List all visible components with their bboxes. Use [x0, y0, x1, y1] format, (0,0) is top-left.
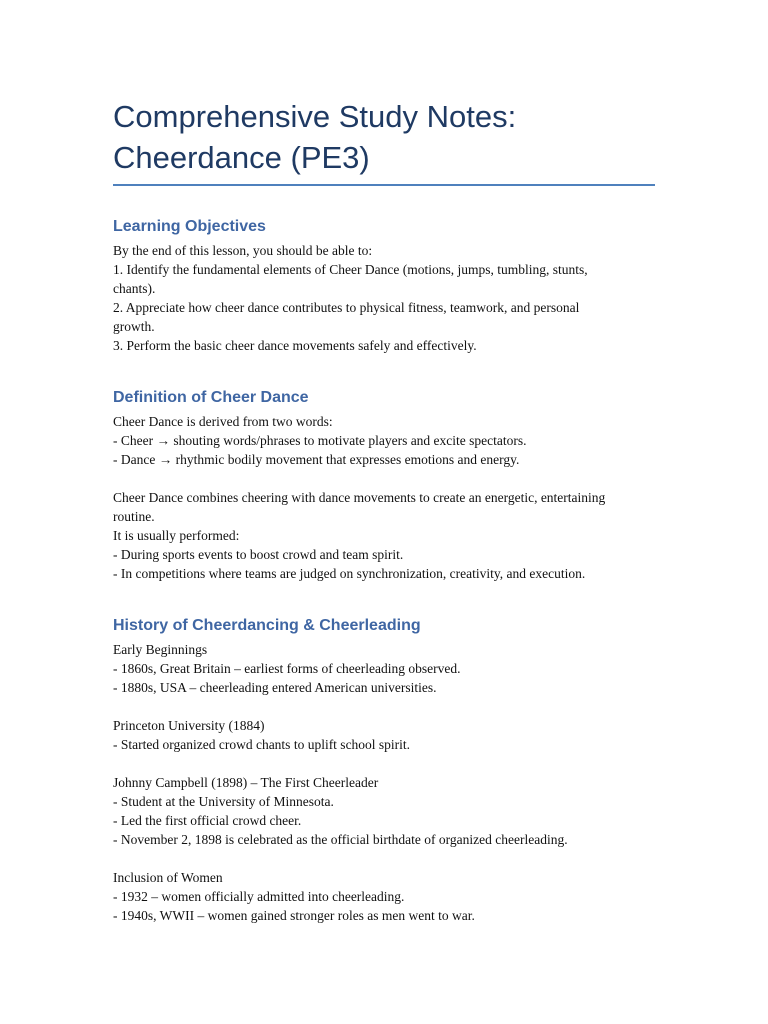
- section-heading-definition: Definition of Cheer Dance: [113, 389, 309, 406]
- definition-line: - During sports events to boost crowd and team spirit.: [113, 547, 404, 562]
- objectives-line: chants).: [113, 281, 156, 296]
- objectives-text: [113, 241, 655, 355]
- history-line: - 1860s, Great Britain – earliest forms of cheerleading observed.: [113, 661, 461, 676]
- history-line: Inclusion of Women: [113, 870, 223, 885]
- history-line: Early Beginnings: [113, 642, 208, 657]
- history-line: - November 2, 1898 is celebrated as the official birthdate of organized cheerleading.: [113, 832, 568, 847]
- section-learning-objectives: [113, 216, 655, 355]
- definition-block-1: [113, 412, 655, 469]
- history-campbell: [113, 773, 655, 849]
- definition-block-2: [113, 488, 655, 583]
- section-heading-history: History of Cheerdancing & Cheerleading: [113, 617, 421, 634]
- objectives-line: 2. Appreciate how cheer dance contributes to physical fitness, teamwork, and personal: [113, 300, 580, 315]
- section-heading-objectives: Learning Objectives: [113, 218, 266, 235]
- objectives-line: 3. Perform the basic cheer dance movements safely and effectively.: [113, 338, 477, 353]
- history-line: - 1940s, WWII – women gained stronger roles as men went to war.: [113, 908, 475, 923]
- history-line: - Started organized crowd chants to uplift school spirit.: [113, 737, 411, 752]
- history-line: - 1880s, USA – cheerleading entered American universities.: [113, 680, 437, 695]
- definition-line: Cheer Dance is derived from two words:: [113, 414, 333, 429]
- objectives-line: By the end of this lesson, you should be able to:: [113, 243, 373, 258]
- page-title-line-2: Cheerdance (PE3): [113, 140, 370, 175]
- definition-line: It is usually performed:: [113, 528, 240, 543]
- definition-line: - Cheer → shouting words/phrases to motivate players and excite spectators.: [113, 433, 527, 448]
- history-princeton: [113, 716, 655, 754]
- objectives-line: growth.: [113, 319, 155, 334]
- history-line: Princeton University (1884): [113, 718, 265, 733]
- definition-line: - In competitions where teams are judged on synchronization, creativity, and execution.: [113, 566, 586, 581]
- history-line: - Led the first official crowd cheer.: [113, 813, 302, 828]
- title-divider: [113, 184, 655, 186]
- history-line: - 1932 – women officially admitted into cheerleading.: [113, 889, 405, 904]
- section-definition: [113, 387, 655, 583]
- definition-line: routine.: [113, 509, 155, 524]
- page-title: [113, 96, 655, 178]
- page-title-line-1: Comprehensive Study Notes:: [113, 99, 517, 134]
- document-page: [113, 96, 655, 925]
- history-line: - Student at the University of Minnesota.: [113, 794, 334, 809]
- history-early-beginnings: [113, 640, 655, 697]
- definition-line: Cheer Dance combines cheering with dance movements to create an energetic, entertaining: [113, 490, 606, 505]
- definition-line: - Dance → rhythmic bodily movement that expresses emotions and energy.: [113, 452, 520, 467]
- history-line: Johnny Campbell (1898) – The First Cheerleader: [113, 775, 379, 790]
- history-women: [113, 868, 655, 925]
- section-history: [113, 615, 655, 925]
- objectives-line: 1. Identify the fundamental elements of Cheer Dance (motions, jumps, tumbling, stunts,: [113, 262, 588, 277]
